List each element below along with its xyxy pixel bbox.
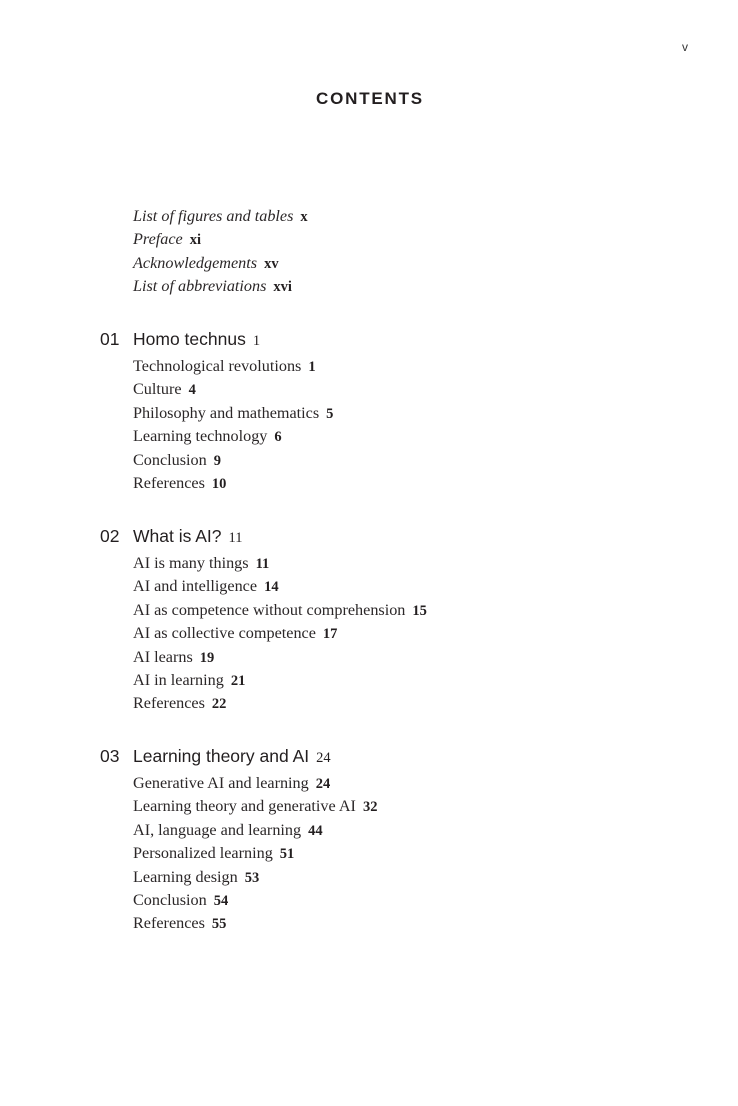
toc-entry-page: 9 [213,452,221,469]
toc-entry-page: 1 [308,359,316,375]
toc-entry-page: 21 [230,672,246,689]
toc-entry-page: xi [189,232,202,249]
toc-entry-title: References [133,694,205,713]
toc-entry[interactable] [133,449,333,472]
page-number: v [682,40,688,54]
toc-entry[interactable] [133,842,377,865]
toc-entry-page: 4 [188,382,196,399]
toc-entry[interactable] [133,205,308,228]
toc-entry-page: 14 [264,579,279,596]
front-matter-list [133,205,308,299]
chapter-heading[interactable] [100,325,333,355]
toc-entry[interactable] [133,692,427,715]
toc-entry-page: 11 [255,556,270,572]
toc-entry-title: References [133,914,205,933]
toc-entry[interactable] [133,866,377,889]
chapter-title: Homo technus [133,329,246,349]
toc-entry-page: x [300,209,308,225]
toc-entry-title: AI as competence without comprehension [133,600,406,619]
toc-entry-title: Learning theory and generative AI [133,797,356,816]
toc-entry[interactable] [133,889,377,912]
toc-entry-page: 17 [322,626,338,643]
toc-entry-title: Conclusion [133,450,207,469]
toc-entry-title: AI in learning [133,670,224,689]
chapter-title: What is AI? [133,526,222,546]
chapter-heading[interactable] [100,742,377,772]
chapter-number: 03 [100,746,120,766]
toc-entry[interactable] [133,622,427,645]
toc-entry[interactable] [133,275,308,298]
toc-entry-title: Technological revolutions [133,357,302,375]
toc-entry[interactable] [133,575,427,598]
toc-entry-title: Learning technology [133,427,268,446]
chapter-number: 01 [100,329,120,349]
toc-entry-title: Preface [133,230,183,249]
chapter-heading[interactable] [100,522,427,552]
toc-entry-page: 51 [279,846,295,863]
chapter-03 [100,742,377,936]
toc-entry[interactable] [133,646,427,669]
toc-entry-title: AI learns [133,647,193,666]
toc-entry-title: AI as collective competence [133,624,316,643]
chapter-02 [100,522,427,716]
toc-entry[interactable] [133,378,333,401]
toc-entry-title: Philosophy and mathematics [133,403,320,422]
chapter-page: 1 [252,333,261,349]
toc-entry-page: 15 [412,602,427,619]
chapter-01 [100,325,333,495]
chapter-page: 24 [316,750,331,766]
toc-entry[interactable] [133,912,377,935]
toc-entry-title: Generative AI and learning [133,774,309,792]
toc-entry-page: 5 [326,405,334,422]
toc-entry-page: xvi [273,279,292,296]
toc-entry-title: List of figures and tables [133,207,294,225]
toc-entry[interactable] [133,355,333,378]
toc-entry-title: List of abbreviations [133,277,267,296]
chapter-entries [133,772,377,936]
chapter-entries [133,552,427,716]
toc-entry[interactable] [133,772,377,795]
toc-entry-page: 24 [315,776,331,792]
toc-entry-page: xv [264,255,279,272]
toc-entry-page: 44 [308,822,323,839]
toc-entry-title: Acknowledgements [133,253,258,272]
toc-entry-title: Learning design [133,867,238,886]
toc-entry-page: 53 [244,869,260,886]
toc-entry[interactable] [133,252,308,275]
toc-entry-page: 22 [211,696,227,713]
chapter-number: 02 [100,526,120,546]
toc-entry[interactable] [133,819,377,842]
toc-entry-title: References [133,473,205,492]
toc-entry-title: AI and intelligence [133,577,258,596]
chapter-page: 11 [228,530,243,546]
toc-entry[interactable] [133,425,333,448]
toc-entry-page: 6 [274,429,282,446]
toc-entry-page: 54 [213,892,229,909]
toc-entry-title: Culture [133,380,182,399]
toc-entry[interactable] [133,552,427,575]
page-title: CONTENTS [316,89,424,108]
toc-entry-page: 19 [199,649,215,666]
chapter-entries [133,355,333,495]
toc-entry-page: 55 [211,916,227,933]
toc-entry[interactable] [133,599,427,622]
toc-entry[interactable] [133,669,427,692]
toc-entry[interactable] [133,472,333,495]
toc-entry[interactable] [133,402,333,425]
toc-entry-title: AI, language and learning [133,820,302,839]
toc-entry-title: Personalized learning [133,844,273,863]
chapter-title: Learning theory and AI [133,746,310,766]
toc-entry-page: 32 [362,799,378,816]
toc-entry-page: 10 [211,475,227,492]
toc-entry[interactable] [133,228,308,251]
toc-entry-title: Conclusion [133,890,207,909]
toc-entry[interactable] [133,795,377,818]
toc-entry-title: AI is many things [133,554,249,572]
